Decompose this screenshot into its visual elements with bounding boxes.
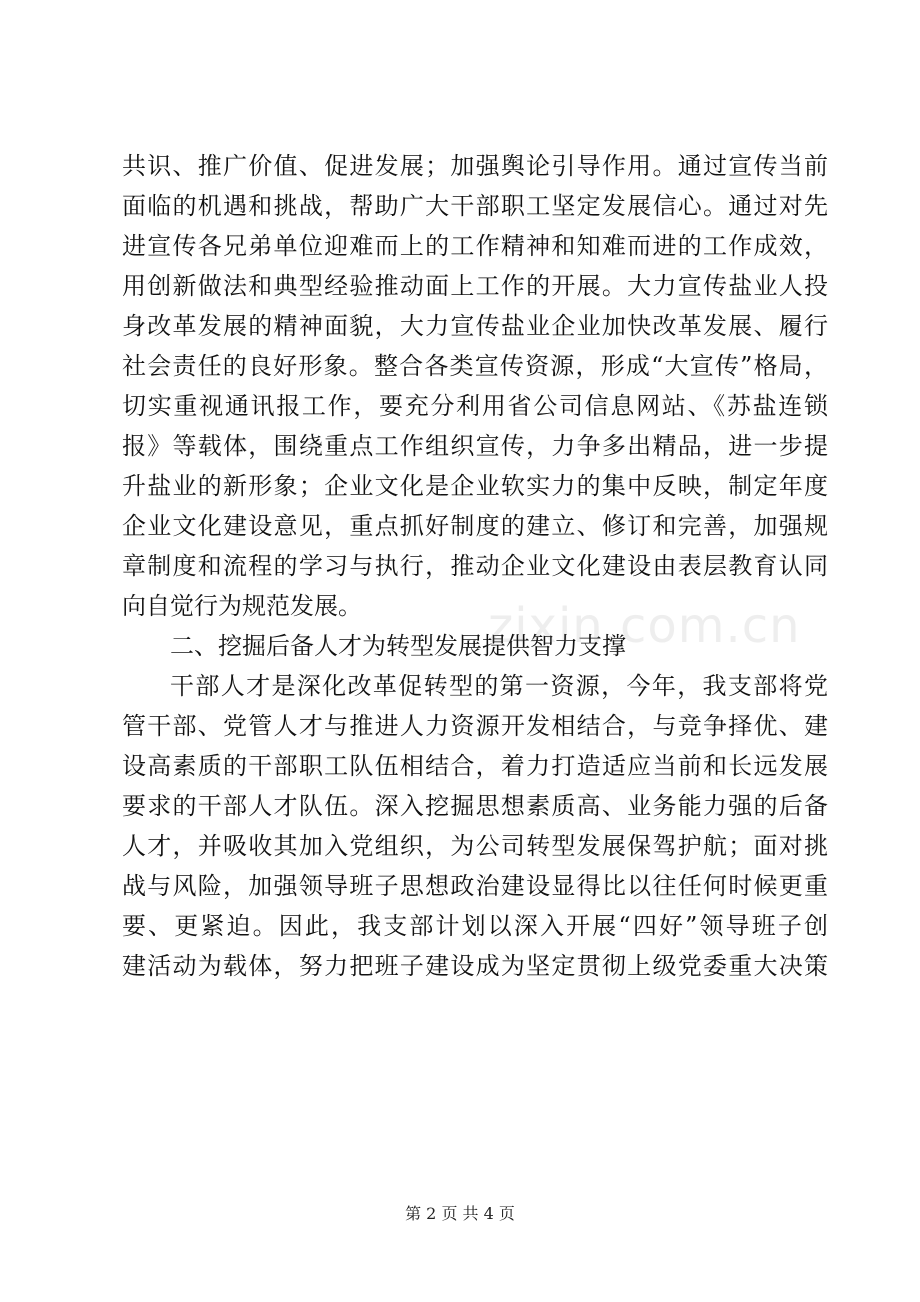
text-line-18: 人才，并吸收其加入党组织，为公司转型发展保驾护航；面对挑 <box>122 832 828 860</box>
text-line-16: 设高素质的干部职工队伍相结合，着力打造适应当前和长远发展 <box>122 752 828 780</box>
text-line-12: 向自觉行为规范发展。 <box>122 592 362 620</box>
text-line-21: 建活动为载体，努力把班子建设成为坚定贯彻上级党委重大决策 <box>122 952 828 980</box>
text-line-5: 身改革发展的精神面貌，大力宣传盐业企业加快改革发展、履行 <box>122 312 828 340</box>
text-line-11: 章制度和流程的学习与执行，推动企业文化建设由表层教育认同 <box>122 552 828 580</box>
text-line-10: 企业文化建设意见，重点抓好制度的建立、修订和完善，加强规 <box>122 512 828 540</box>
text-line-9: 升盐业的新形象；企业文化是企业软实力的集中反映，制定年度 <box>122 472 828 500</box>
body-text <box>122 146 828 986</box>
text-line-8: 报》等载体，围绕重点工作组织宣传，力争多出精品，进一步提 <box>122 432 828 460</box>
section-heading: 二、挖掘后备人才为转型发展提供智力支撑 <box>170 632 626 660</box>
text-line-6: 社会责任的良好形象。整合各类宣传资源，形成“大宣传”格局， <box>122 352 828 380</box>
watermark-text: zixin.com.cn <box>488 598 801 654</box>
text-line-3: 进宣传各兄弟单位迎难而上的工作精神和知难而进的工作成效， <box>122 232 828 260</box>
text-line-7: 切实重视通讯报工作，要充分利用省公司信息网站、《苏盐连锁 <box>122 392 828 420</box>
text-line-1: 共识、推广价值、促进发展；加强舆论引导作用。通过宣传当前 <box>122 152 828 180</box>
text-line-2: 面临的机遇和挑战，帮助广大干部职工坚定发展信心。通过对先 <box>122 192 828 220</box>
text-line-14: 干部人才是深化改革促转型的第一资源，今年，我支部将党 <box>170 672 828 700</box>
text-line-20: 要、更紧迫。因此，我支部计划以深入开展“四好”领导班子创 <box>122 912 828 940</box>
text-line-17: 要求的干部人才队伍。深入挖掘思想素质高、业务能力强的后备 <box>122 792 828 820</box>
page-footer: 第 2 页 共 4 页 <box>405 1204 515 1223</box>
text-line-4: 用创新做法和典型经验推动面上工作的开展。大力宣传盐业人投 <box>122 272 828 300</box>
text-line-19: 战与风险，加强领导班子思想政治建设显得比以往任何时候更重 <box>122 872 828 900</box>
text-line-15: 管干部、党管人才与推进人力资源开发相结合，与竞争择优、建 <box>122 712 828 740</box>
